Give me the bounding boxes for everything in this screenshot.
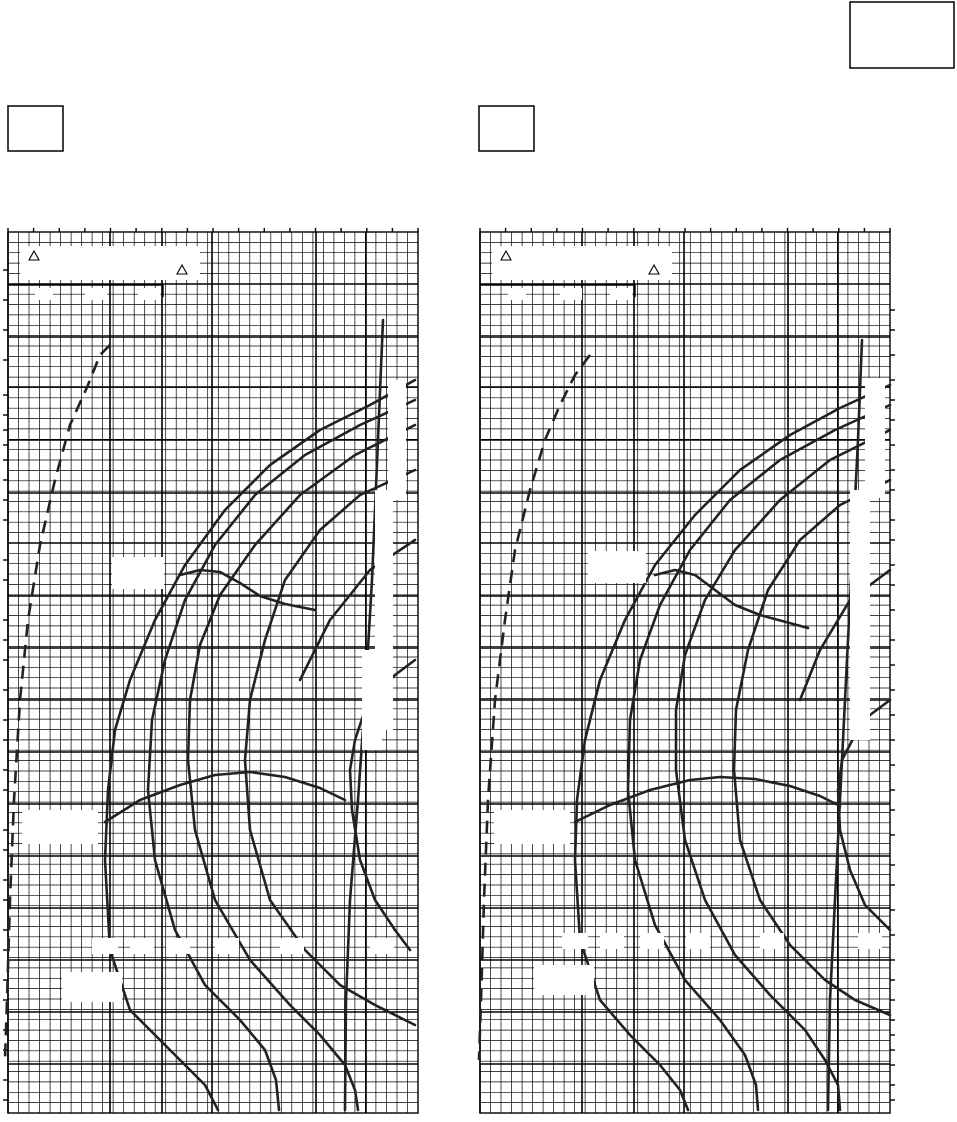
series-line (300, 540, 415, 680)
corner-label-box (850, 2, 954, 68)
label-patch (22, 810, 98, 844)
label-patch (588, 551, 646, 583)
chart-panel-right (479, 228, 895, 1113)
series-line (180, 570, 315, 610)
label-patch (62, 972, 122, 1002)
legend-box (20, 246, 200, 280)
chart-right-label-box (479, 106, 534, 151)
label-patch (362, 650, 382, 750)
legend-box (492, 246, 672, 280)
series-line (105, 772, 345, 822)
series-line-dashed (479, 355, 590, 1060)
label-patch (686, 933, 710, 949)
label-patch (760, 933, 784, 949)
label-patch (112, 557, 164, 589)
label-patch (508, 288, 526, 300)
label-patch (85, 288, 107, 300)
label-patch (138, 288, 160, 300)
label-patch (166, 938, 190, 954)
label-patch (280, 938, 304, 954)
label-patch (370, 938, 394, 954)
label-patch (560, 288, 582, 300)
label-patch (640, 933, 664, 949)
label-patch (850, 490, 870, 740)
label-patch (858, 933, 882, 949)
chart-left-label-box (8, 106, 63, 151)
label-patch (215, 938, 239, 954)
series-line (575, 777, 840, 822)
chart-panel-left (3, 228, 418, 1113)
label-patch (865, 378, 885, 498)
label-patch (562, 933, 588, 949)
label-patch (130, 938, 154, 954)
label-patch (534, 965, 594, 995)
label-patch (388, 380, 406, 500)
label-patch (610, 288, 632, 300)
label-patch (600, 933, 624, 949)
label-patch (494, 810, 570, 844)
label-patch (35, 288, 53, 300)
label-patch (92, 938, 118, 954)
